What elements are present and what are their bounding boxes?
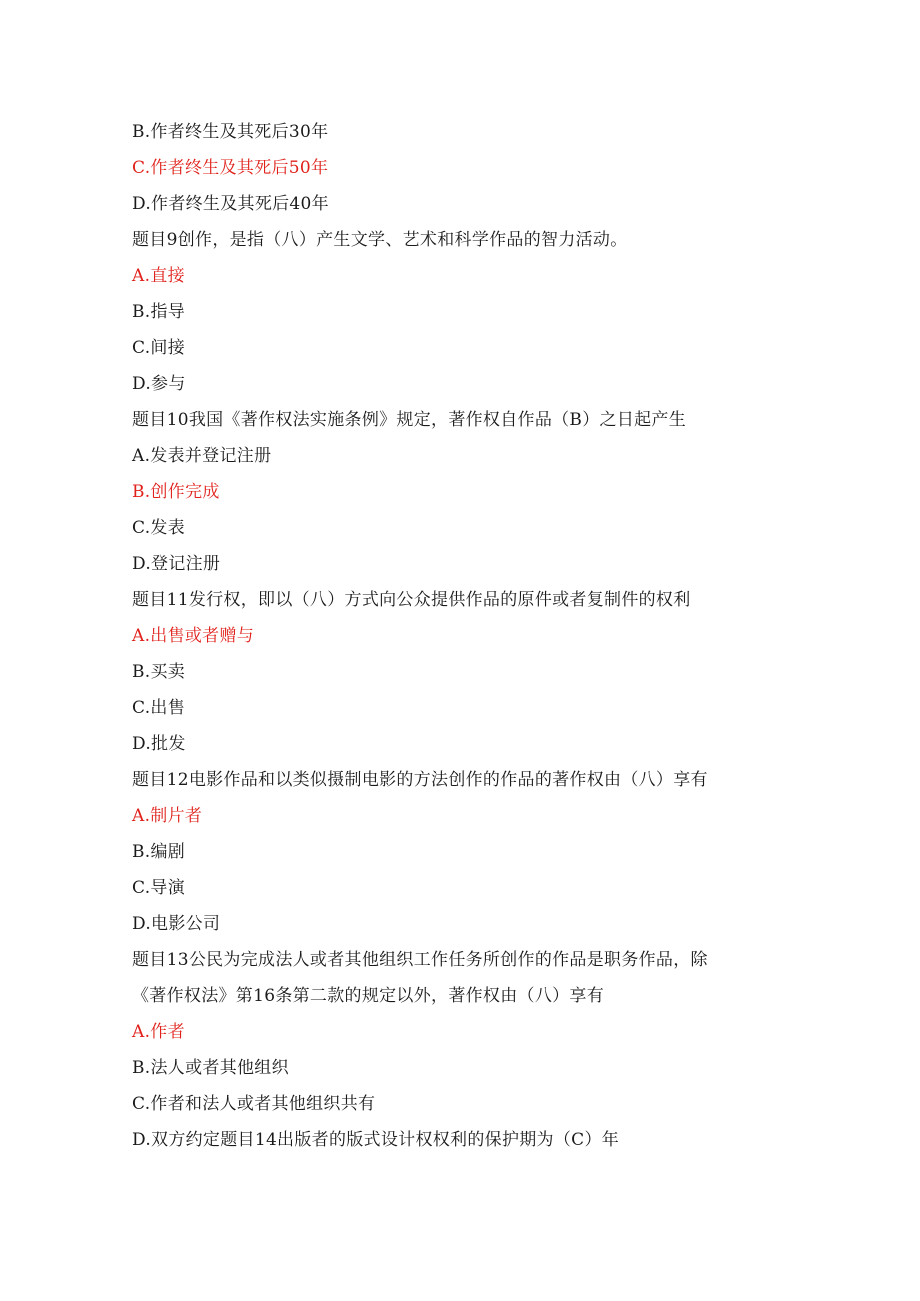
question-line: 题目9创作，是指（八）产生文学、艺术和科学作品的智力活动。 [132,230,628,250]
option-line: B.指导 [132,302,186,322]
correct-option-line: B.创作完成 [132,482,220,502]
correct-option-line: A.制片者 [132,806,203,826]
option-line: C.间接 [132,338,186,358]
option-line: C.发表 [132,518,186,538]
option-line: D.双方约定题目14出版者的版式设计权权利的保护期为（C）年 [132,1130,620,1150]
correct-option-line: C.作者终生及其死后50年 [132,158,329,178]
option-line: D.登记注册 [132,554,221,574]
option-line: B.法人或者其他组织 [132,1058,289,1078]
option-line: D.批发 [132,734,186,754]
question-line: 题目10我国《著作权法实施条例》规定，著作权自作品（B）之日起产生 [132,410,687,430]
question-line: 题目12电影作品和以类似摄制电影的方法创作的作品的著作权由（八）享有 [132,770,708,790]
option-line: B.作者终生及其死后30年 [132,122,329,142]
option-line: A.发表并登记注册 [132,446,272,466]
option-line: B.买卖 [132,662,186,682]
question-line-continued: 《著作权法》第16条第二款的规定以外，著作权由（八）享有 [132,986,605,1006]
question-line: 题目11发行权，即以（八）方式向公众提供作品的原件或者复制件的权利 [132,590,691,610]
option-line: C.作者和法人或者其他组织共有 [132,1094,376,1114]
option-line: B.编剧 [132,842,186,862]
option-line: C.出售 [132,698,186,718]
option-line: C.导演 [132,878,186,898]
correct-option-line: A.作者 [132,1022,185,1042]
option-line: D.电影公司 [132,914,221,934]
option-line: D.作者终生及其死后40年 [132,194,329,214]
question-text-block [132,114,772,1158]
correct-option-line: A.出售或者赠与 [132,626,255,646]
question-line: 题目13公民为完成法人或者其他组织工作任务所创作的作品是职务作品，除 [132,950,708,970]
option-line: D.参与 [132,374,186,394]
correct-option-line: A.直接 [132,266,185,286]
